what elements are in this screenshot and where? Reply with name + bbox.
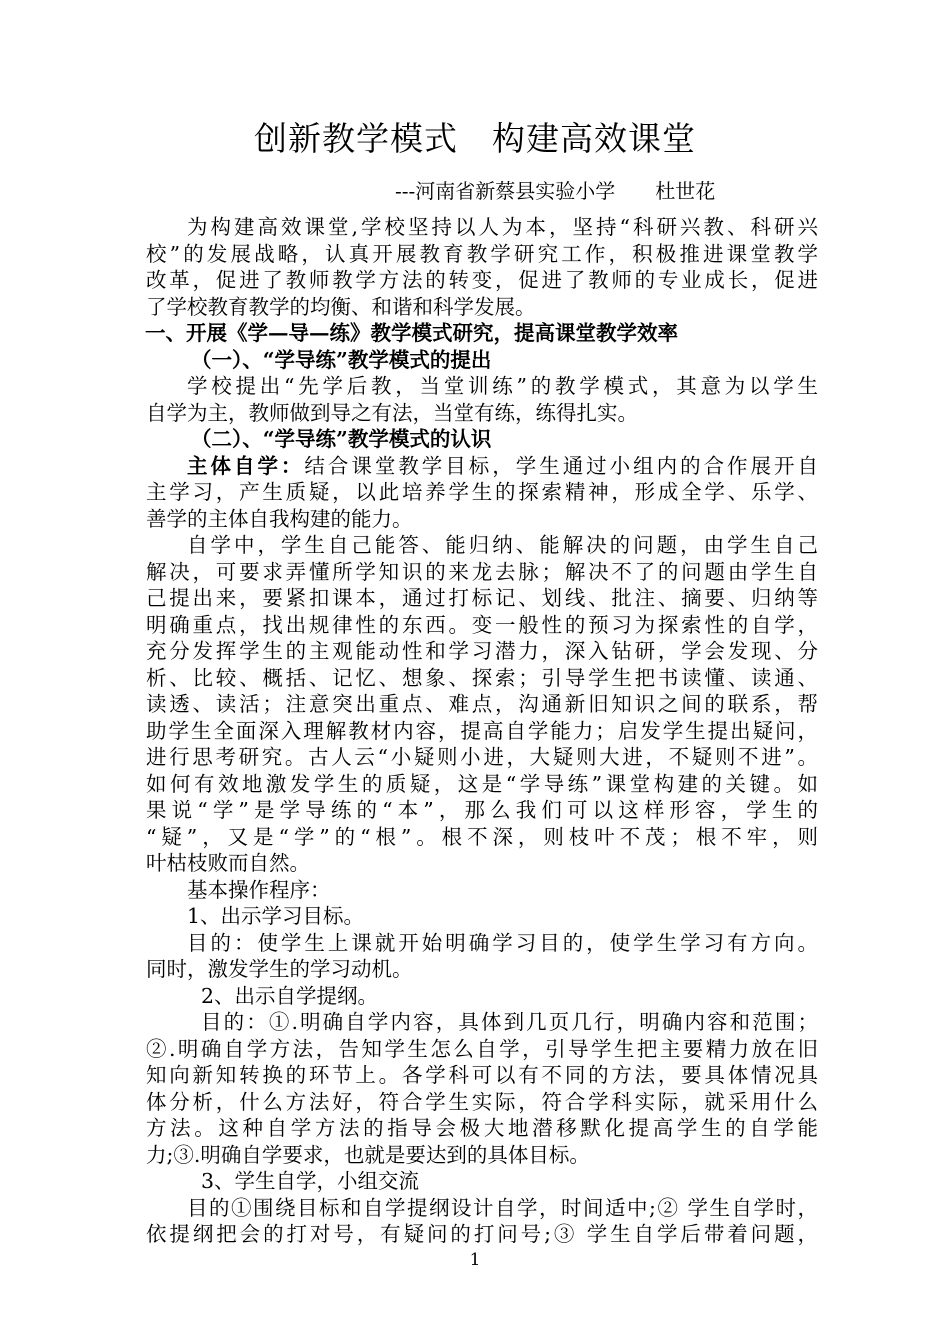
body-line: 力;③.明确自学要求，也就是要达到的具体目标。	[146, 1142, 590, 1167]
body-line: 目的：使学生上课就开始明确学习目的，使学生学习有方向。	[187, 930, 818, 955]
bold-lead-term: 主体自学：	[187, 453, 305, 478]
body-line: 果说“学”是学导练的“本”，那么我们可以这样形容，学生的	[146, 798, 818, 822]
body-line: 学校提出“先学后教，当堂训练”的教学模式，其意为以学生	[187, 374, 818, 398]
body-line: 主学习，产生质疑，以此培养学生的探索精神，形成全学、乐学、	[146, 480, 818, 504]
body-line	[146, 453, 818, 480]
body-line: 为构建高效课堂,学校坚持以人为本，坚持“科研兴教、科研兴	[187, 215, 818, 239]
body-line: 方法。这种自学方法的指导会极大地潜移默化提高学生的自学能	[146, 1116, 818, 1140]
body-line: 叶枯枝败而自然。	[146, 851, 310, 875]
body-line: 依提纲把会的打对号，有疑问的打问号;③ 学生自学后带着问题，	[146, 1222, 818, 1246]
list-item: 1、出示学习目标。	[187, 904, 365, 928]
list-item: 2、出示自学提纲。	[201, 983, 379, 1008]
document-author: ---河南省新蔡县实验小学 杜世花	[395, 179, 716, 203]
body-line: 己提出来，要紧扣课本，通过打标记、划线、批注、摘要、归纳等	[146, 586, 818, 610]
body-line: 明确重点，找出规律性的东西。变一般性的预习为探索性的自学，	[146, 612, 818, 637]
body-line: 解决，可要求弄懂所学知识的来龙去脉；解决不了的问题由学生自	[146, 559, 818, 584]
body-line: 如何有效地激发学生的质疑，这是“学导练”课堂构建的关键。如	[146, 771, 818, 796]
body-line: 自学为主，教师做到导之有法，当堂有练，练得扎实。	[146, 400, 638, 425]
body-line: 基本操作程序：	[187, 877, 331, 902]
body-line: 目的①围绕目标和自学提纲设计自学，时间适中;② 学生自学时，	[187, 1195, 818, 1220]
body-line: ②.明确自学方法，告知学生怎么自学，引导学生把主要精力放在旧	[146, 1036, 818, 1061]
document-title: 创新教学模式 构建高效课堂	[254, 119, 696, 158]
body-line: 助学生全面深入理解教材内容，提高自学能力；启发学生提出疑问，	[146, 718, 818, 743]
body-line: 改革，促进了教师教学方法的转变，促进了教师的专业成长，促进	[146, 268, 818, 292]
list-item: 3、学生自学，小组交流	[201, 1169, 420, 1193]
body-line: 析、比较、概括、记忆、想象、探索；引导学生把书读懂、读通、	[146, 665, 818, 690]
page-number: 1	[469, 1250, 481, 1270]
body-line: 校”的发展战略，认真开展教育教学研究工作，积极推进课堂教学	[146, 241, 818, 266]
body-line: 读透、读活；注意突出重点、难点，沟通新旧知识之间的联系，帮	[146, 692, 818, 716]
body-line-text: 结合课堂教学目标，学生通过小组内的合作展开自	[304, 453, 819, 478]
body-line: 了学校教育教学的均衡、和谐和科学发展。	[146, 294, 536, 319]
body-line: “疑”，又是“学”的“根”。根不深，则枝叶不茂；根不牢，则	[146, 824, 818, 849]
section-heading: 一、开展《学—导—练》教学模式研究，提高课堂教学效率	[145, 321, 678, 345]
body-line: 自学中，学生自己能答、能归纳、能解决的问题，由学生自己	[187, 533, 818, 557]
body-line: 知向新知转换的环节上。各学科可以有不同的方法，要具体情况具	[146, 1063, 818, 1087]
body-line: 目的：①.明确自学内容，具体到几页几行，明确内容和范围；	[201, 1010, 818, 1034]
body-line: 充分发挥学生的主观能动性和学习潜力，深入钻研，学会发现、分	[146, 639, 818, 663]
body-line: 善学的主体自我构建的能力。	[146, 506, 413, 531]
document-body	[146, 214, 818, 1248]
body-line: 进行思考研究。古人云“小疑则小进，大疑则大进，不疑则不进”。	[146, 745, 818, 769]
subsection-heading: （二）、“学导练”教学模式的认识	[191, 427, 492, 451]
body-line: 同时，激发学生的学习动机。	[146, 957, 413, 981]
subsection-heading: （一）、“学导练”教学模式的提出	[191, 347, 492, 372]
body-line: 体分析，什么方法好，符合学生实际，符合学科实际，就采用什么	[146, 1089, 818, 1114]
